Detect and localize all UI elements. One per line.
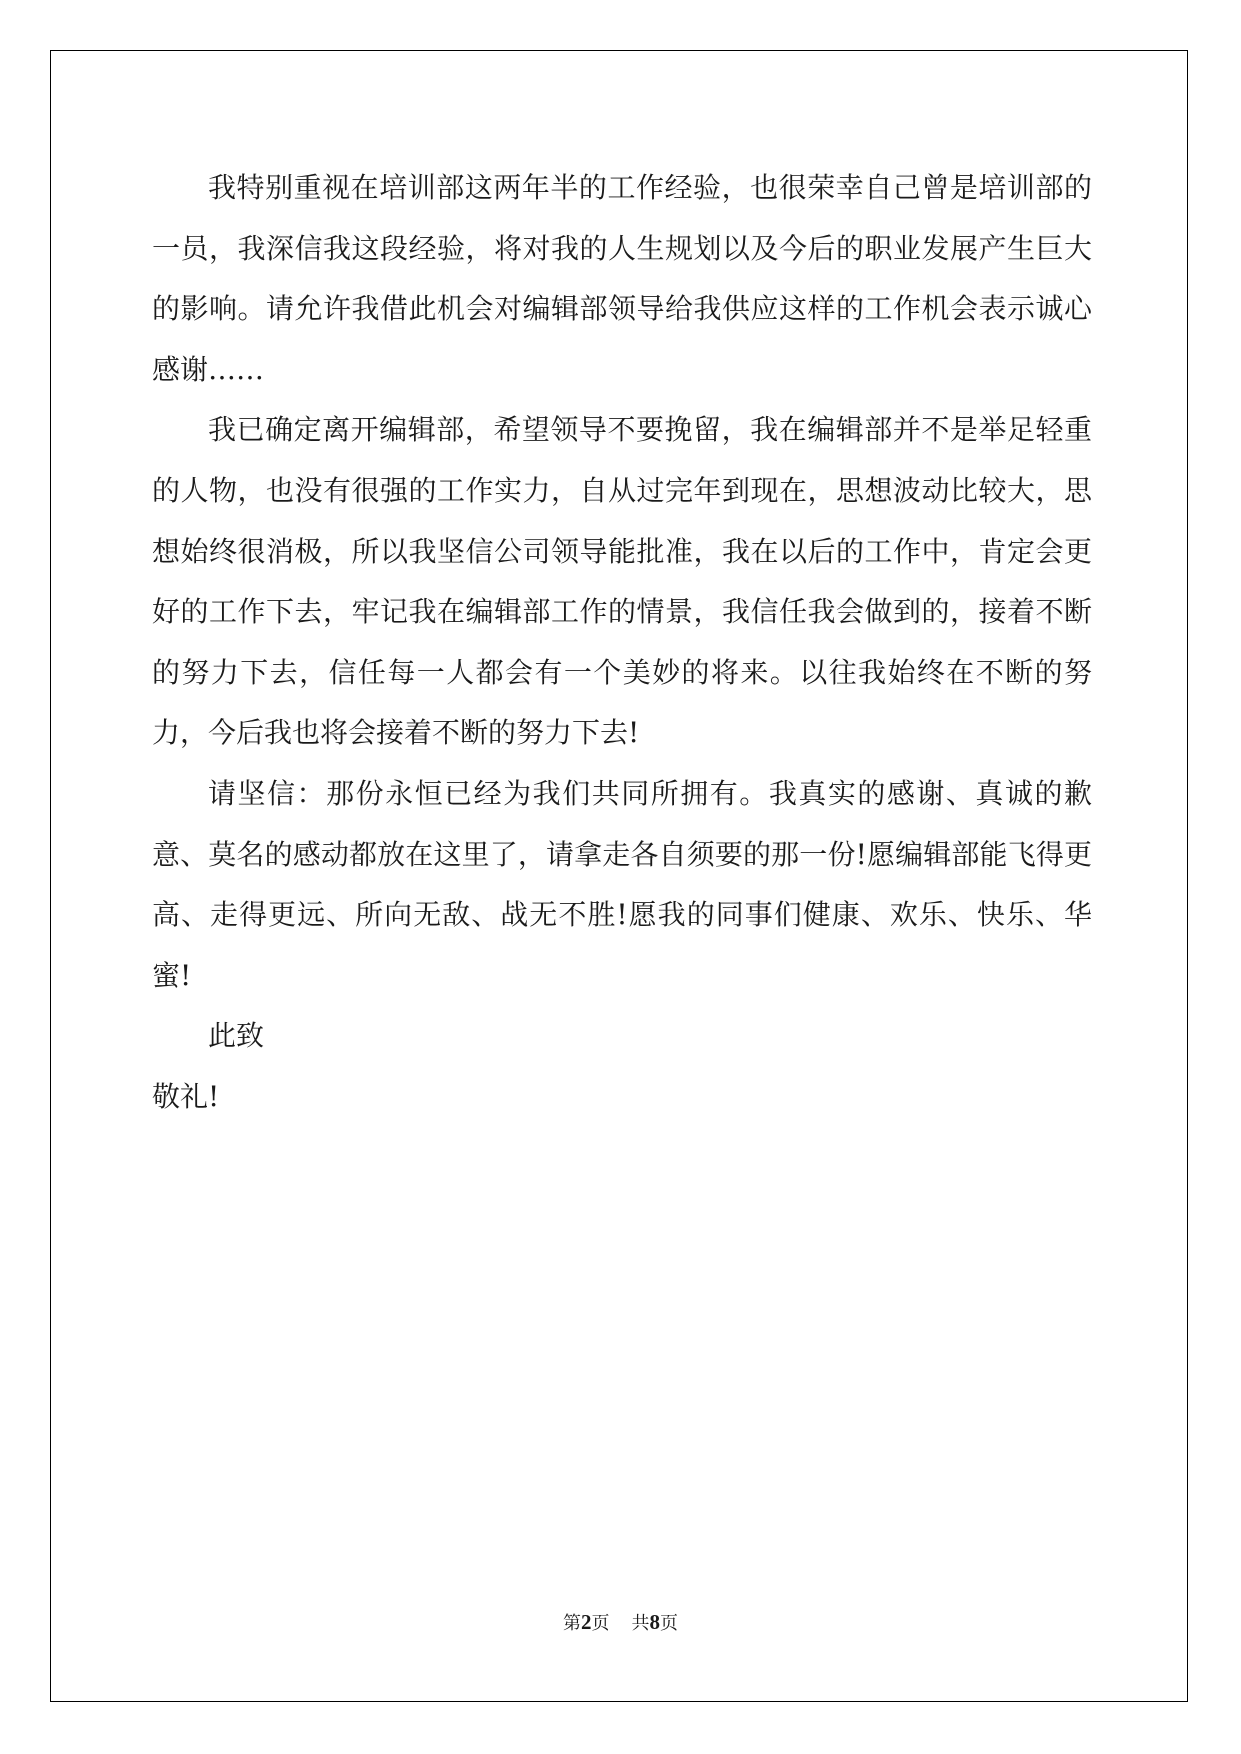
paragraph-farewell: 请坚信：那份永恒已经为我们共同所拥有。我真实的感谢、真诚的歉意、莫名的感动都放在这里了，请拿走各自须要的那一份!愿编辑部能飞得更高、走得更远、所向无敌、战无不胜!愿我的同事们健康、欢乐、快乐、华蜜!	[152, 776, 1092, 992]
page-suffix: 页	[591, 1613, 610, 1634]
paragraph-resignation: 我已确定离开编辑部，希望领导不要挽留，我在编辑部并不是举足轻重的人物，也没有很强的工作实力，自从过完年到现在，思想波动比较大，思想始终很消极，所以我坚信公司领导能批准，我在以后的工作中，肯定会更好的工作下去，牢记我在编辑部工作的情景，我信任我会做到的，接着不断的努力下去，信任每一人都会有一个美妙的将来。以往我始终在不断的努力，今后我也将会接着不断的努力下去!	[152, 413, 1092, 750]
page-number: 2	[581, 1610, 592, 1634]
total-pages: 8	[649, 1610, 660, 1634]
paragraph-gratitude: 我特别重视在培训部这两年半的工作经验，也很荣幸自己曾是培训部的一员，我深信我这段经验，将对我的人生规划以及今后的职业发展产生巨大的影响。请允许我借此机会对编辑部领导给我供应这样的工作机会表示诚心感谢……	[152, 171, 1092, 386]
page-prefix: 第	[563, 1613, 581, 1634]
letter-body	[152, 158, 1092, 1128]
closing-regards: 敬礼!	[152, 1079, 220, 1113]
total-prefix: 共	[631, 1613, 650, 1634]
closing-salutation: 此致	[208, 1019, 265, 1053]
total-suffix: 页	[660, 1613, 678, 1634]
page-footer	[0, 1609, 1241, 1635]
